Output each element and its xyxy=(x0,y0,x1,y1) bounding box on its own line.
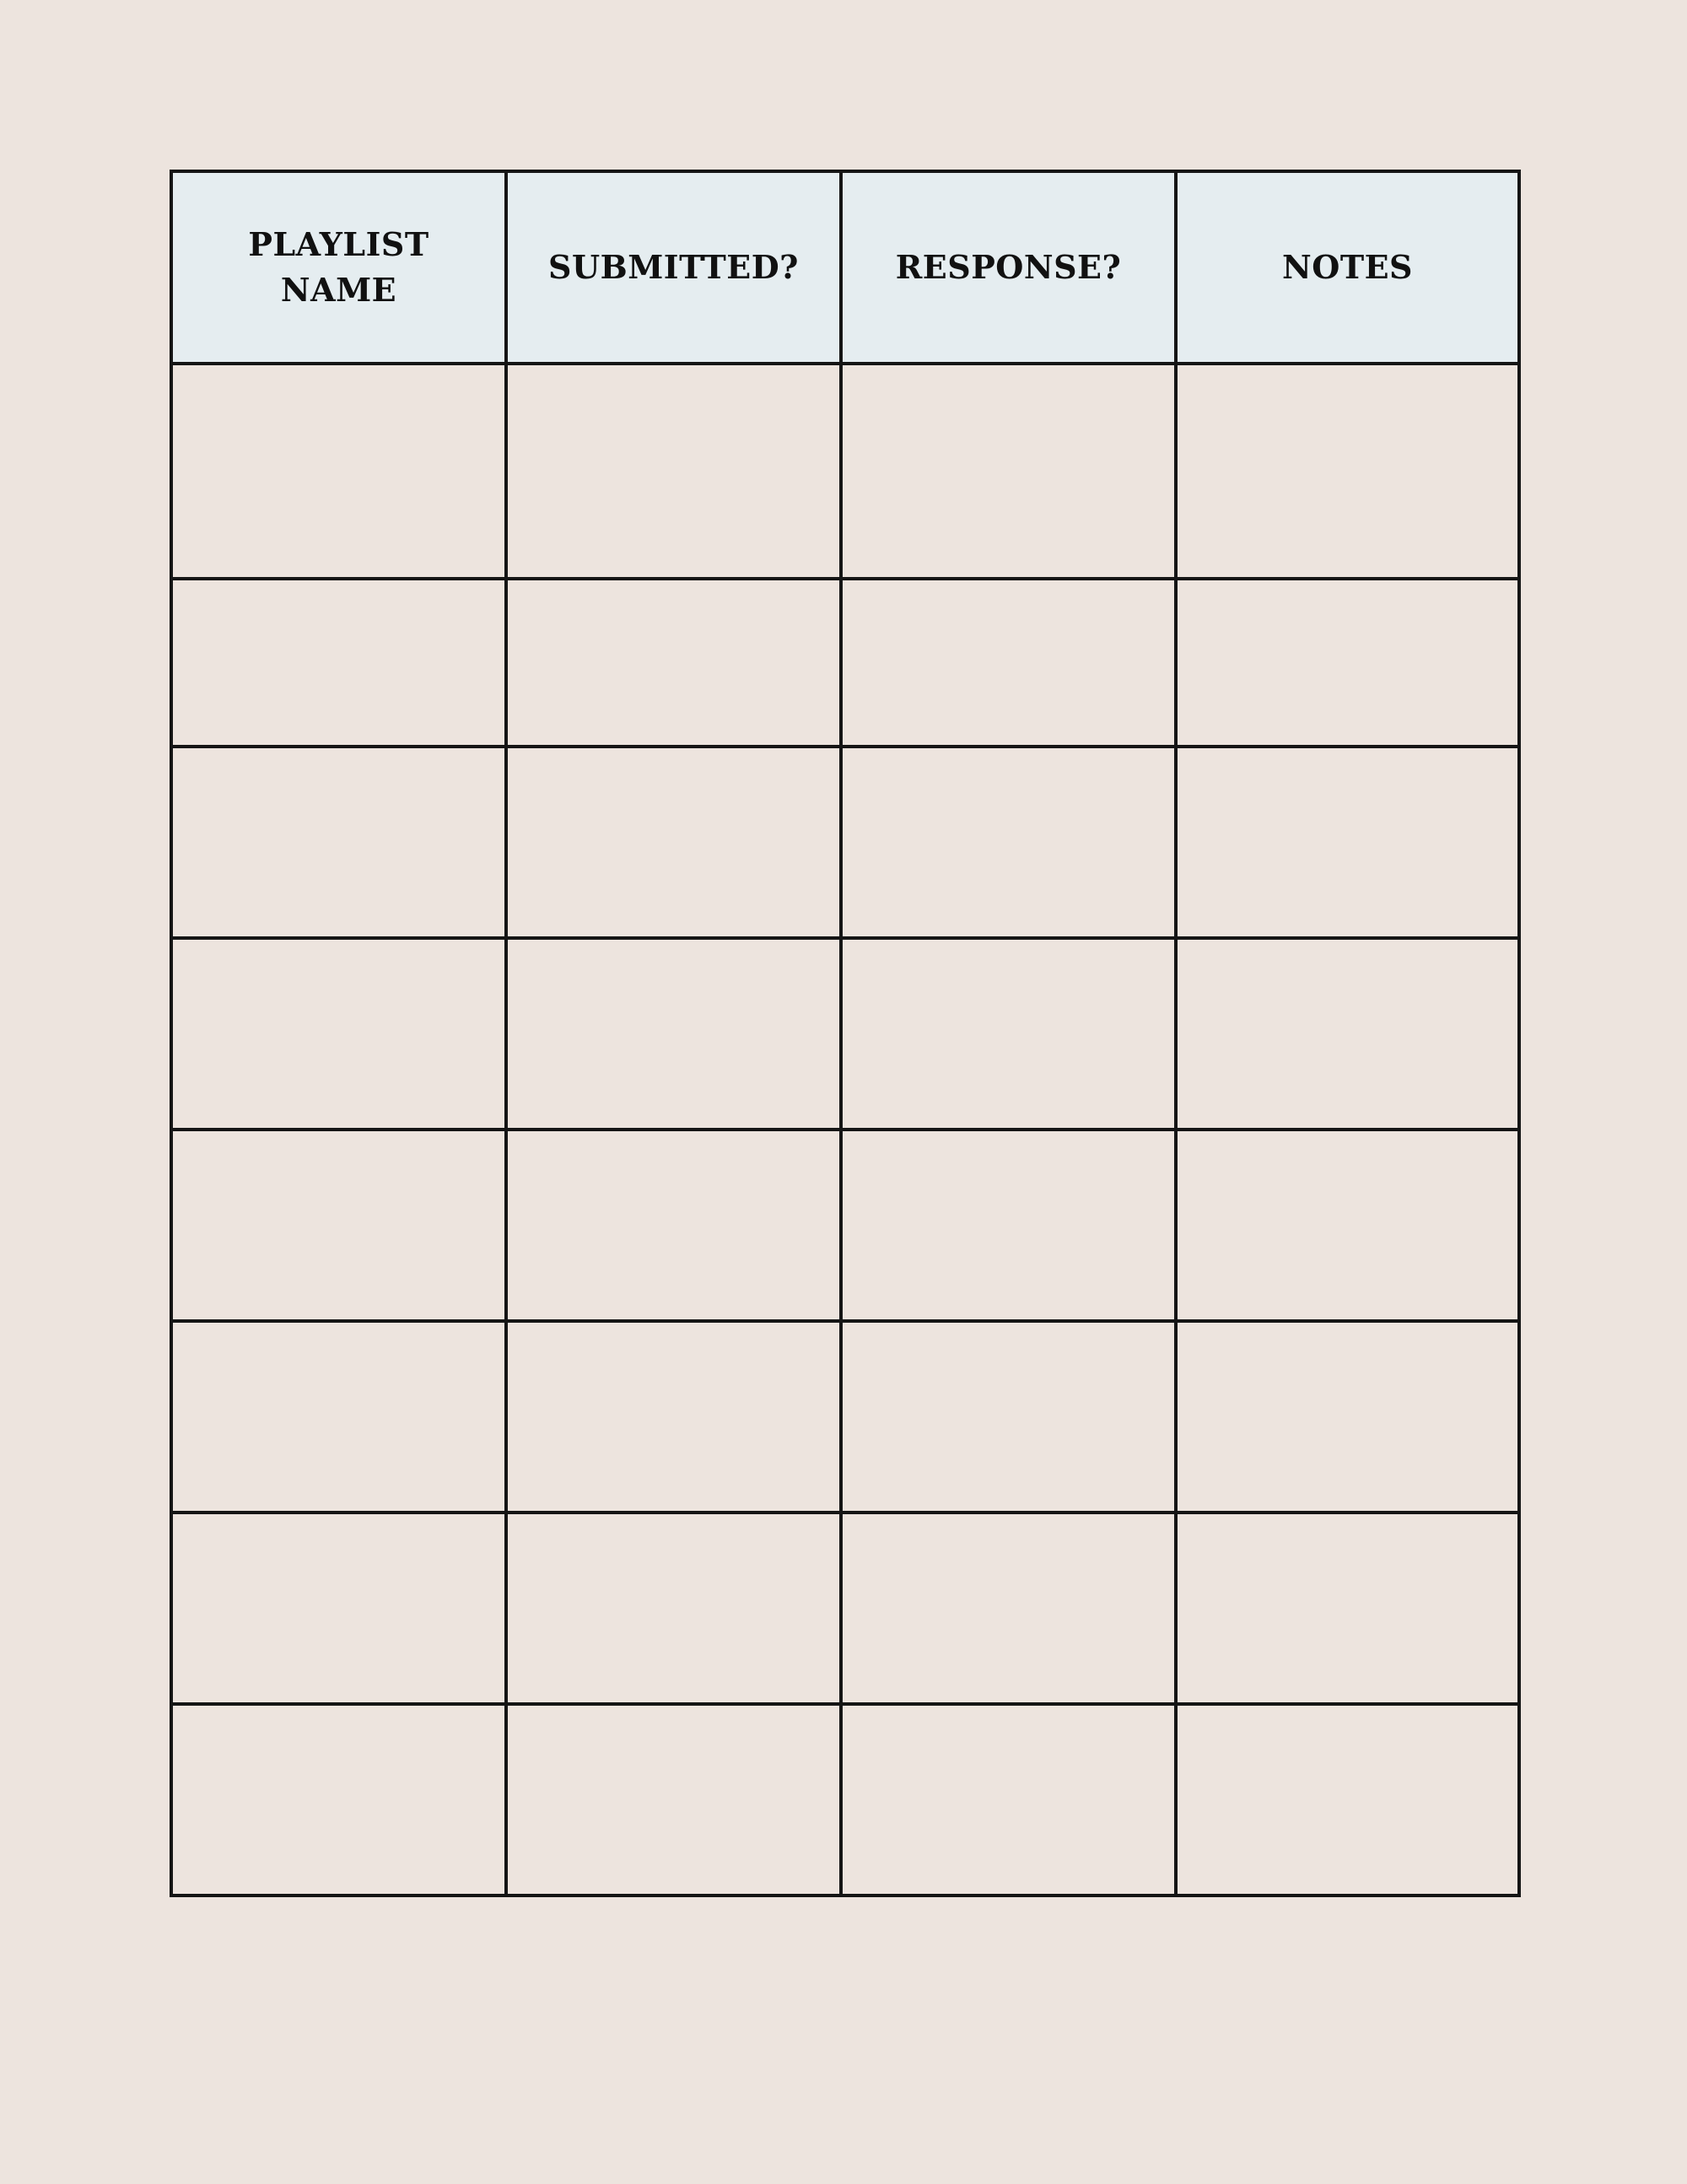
cell-playlist-name[interactable] xyxy=(171,1130,506,1321)
table-row xyxy=(171,938,1519,1130)
table-row xyxy=(171,1513,1519,1704)
cell-notes[interactable] xyxy=(1176,1513,1519,1704)
cell-notes[interactable] xyxy=(1176,747,1519,938)
cell-response[interactable] xyxy=(841,1130,1176,1321)
cell-submitted[interactable] xyxy=(506,1130,841,1321)
cell-response[interactable] xyxy=(841,747,1176,938)
header-line: RESPONSE? xyxy=(895,248,1122,286)
cell-playlist-name[interactable] xyxy=(171,364,506,579)
cell-submitted[interactable] xyxy=(506,1704,841,1895)
cell-submitted[interactable] xyxy=(506,1513,841,1704)
cell-submitted[interactable] xyxy=(506,579,841,747)
cell-notes[interactable] xyxy=(1176,364,1519,579)
header-notes xyxy=(1176,171,1519,364)
header-line: NOTES xyxy=(1281,248,1414,286)
header-response xyxy=(841,171,1176,364)
table-row xyxy=(171,364,1519,579)
submission-tracker-table xyxy=(170,170,1521,1897)
cell-submitted[interactable] xyxy=(506,747,841,938)
cell-notes[interactable] xyxy=(1176,579,1519,747)
header-submitted xyxy=(506,171,841,364)
header-line: SUBMITTED? xyxy=(548,248,799,286)
cell-playlist-name[interactable] xyxy=(171,1704,506,1895)
cell-submitted[interactable] xyxy=(506,364,841,579)
table-row xyxy=(171,1130,1519,1321)
table-row xyxy=(171,747,1519,938)
cell-playlist-name[interactable] xyxy=(171,747,506,938)
cell-response[interactable] xyxy=(841,1704,1176,1895)
header-row xyxy=(171,171,1519,364)
cell-playlist-name[interactable] xyxy=(171,938,506,1130)
table-row xyxy=(171,1704,1519,1895)
cell-playlist-name[interactable] xyxy=(171,1513,506,1704)
cell-response[interactable] xyxy=(841,1513,1176,1704)
cell-notes[interactable] xyxy=(1176,938,1519,1130)
cell-submitted[interactable] xyxy=(506,938,841,1130)
cell-response[interactable] xyxy=(841,364,1176,579)
cell-playlist-name[interactable] xyxy=(171,579,506,747)
cell-submitted[interactable] xyxy=(506,1321,841,1513)
cell-response[interactable] xyxy=(841,938,1176,1130)
header-playlist-name xyxy=(171,171,506,364)
cell-notes[interactable] xyxy=(1176,1704,1519,1895)
table-row xyxy=(171,1321,1519,1513)
cell-response[interactable] xyxy=(841,1321,1176,1513)
cell-notes[interactable] xyxy=(1176,1130,1519,1321)
header-line: NAME xyxy=(280,271,397,309)
cell-playlist-name[interactable] xyxy=(171,1321,506,1513)
table-row xyxy=(171,579,1519,747)
cell-response[interactable] xyxy=(841,579,1176,747)
header-line: PLAYLIST xyxy=(248,225,429,263)
cell-notes[interactable] xyxy=(1176,1321,1519,1513)
